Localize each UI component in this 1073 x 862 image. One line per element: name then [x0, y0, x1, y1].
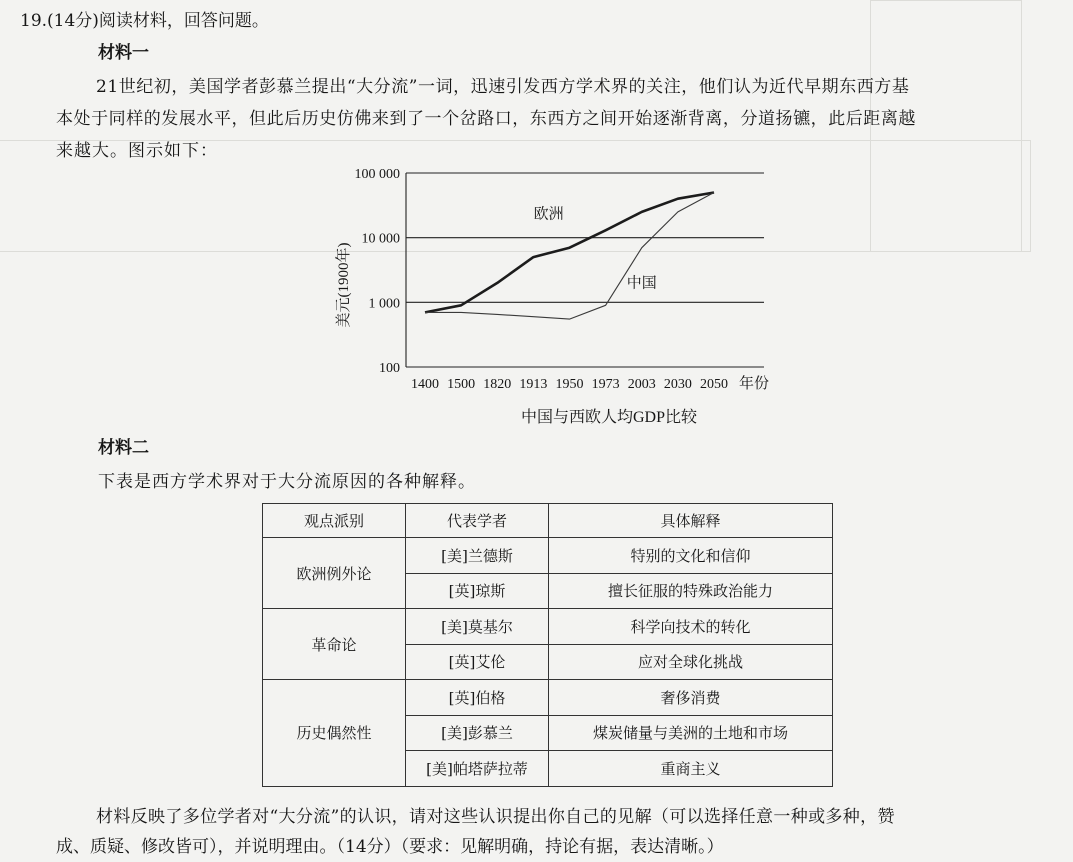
- material1-title: 材料一: [98, 43, 149, 63]
- explanation-cell: 重商主义: [549, 751, 833, 787]
- y-tick-label: 100: [379, 361, 400, 376]
- material1-line-3: 来越大。图示如下：: [56, 141, 218, 161]
- x-axis-label: 年份: [738, 376, 770, 392]
- gdp-chart-svg: [326, 160, 776, 430]
- explanation-cell: 科学向技术的转化: [549, 609, 833, 645]
- scholar-cell: [英]琼斯: [406, 573, 549, 609]
- prompt-line-1: 材料反映了多位学者对“大分流”的认识，请对这些认识提出你自己的见解（可以选择任意一种或多种，赞: [96, 807, 895, 827]
- scholar-cell: [英]伯格: [406, 680, 549, 716]
- school-cell: 欧洲例外论: [263, 538, 406, 609]
- table-header-school: 观点派别: [263, 504, 406, 538]
- prompt-line-2: 成、质疑、修改皆可），并说明理由。（14分）（要求：见解明确，持论有据，表达清晰。）: [56, 837, 724, 857]
- y-tick-label: 100 000: [354, 167, 400, 182]
- school-cell: 历史偶然性: [263, 680, 406, 787]
- gdp-chart: [326, 160, 776, 430]
- x-tick-label: 1913: [519, 377, 548, 392]
- explanation-cell: 擅长征服的特殊政治能力: [549, 573, 833, 609]
- table-header-explanation: 具体解释: [549, 504, 833, 538]
- x-tick-label: 2003: [627, 377, 656, 392]
- material2-title: 材料二: [98, 438, 149, 458]
- x-tick-label: 1400: [411, 377, 439, 392]
- scholar-cell: [美]彭慕兰: [406, 715, 549, 751]
- table-row: [263, 609, 833, 645]
- y-axis-label: 美元(1900年): [336, 242, 352, 328]
- explanation-cell: 特别的文化和信仰: [549, 538, 833, 574]
- explanation-cell: 应对全球化挑战: [549, 644, 833, 680]
- series-label: 中国: [626, 275, 657, 292]
- explanation-cell: 煤炭储量与美洲的土地和市场: [549, 715, 833, 751]
- scholar-cell: [英]艾伦: [406, 644, 549, 680]
- explanation-table: [262, 503, 833, 787]
- x-tick-label: 1973: [591, 377, 620, 392]
- y-tick-label: 1 000: [368, 296, 400, 312]
- x-tick-label: 2050: [700, 377, 728, 392]
- table-row: [263, 538, 833, 574]
- x-tick-label: 1820: [483, 377, 512, 392]
- x-tick-label: 2030: [663, 377, 692, 392]
- material1-line-2: 本处于同样的发展水平，但此后历史仿佛来到了一个岔路口，东西方之间开始逐渐背离，分道扬镳，此后距离越: [56, 109, 916, 129]
- explanation-cell: 奢侈消费: [549, 680, 833, 716]
- scholar-cell: [美]帕塔萨拉蒂: [406, 751, 549, 787]
- scholar-cell: [美]莫基尔: [406, 609, 549, 645]
- table-header-row: [263, 504, 833, 538]
- school-cell: 革命论: [263, 609, 406, 680]
- y-tick-label: 10 000: [361, 231, 400, 247]
- scholar-cell: [美]兰德斯: [406, 538, 549, 574]
- material1-line-1: 21世纪初，美国学者彭慕兰提出“大分流”一词，迅速引发西方学术界的关注，他们认为近代早期东西方基: [96, 77, 910, 97]
- question-header: 19.(14分)阅读材料，回答问题。: [20, 11, 269, 31]
- series-line-europe: [425, 193, 714, 313]
- material2-intro: 下表是西方学术界对于大分流原因的各种解释。: [98, 472, 476, 492]
- table-row: [263, 680, 833, 716]
- series-label: 欧洲: [533, 206, 564, 223]
- x-tick-label: 1950: [555, 377, 584, 392]
- chart-title: 中国与西欧人均GDP比较: [520, 409, 698, 426]
- table-header-scholar: 代表学者: [406, 504, 549, 538]
- x-tick-label: 1500: [447, 377, 476, 392]
